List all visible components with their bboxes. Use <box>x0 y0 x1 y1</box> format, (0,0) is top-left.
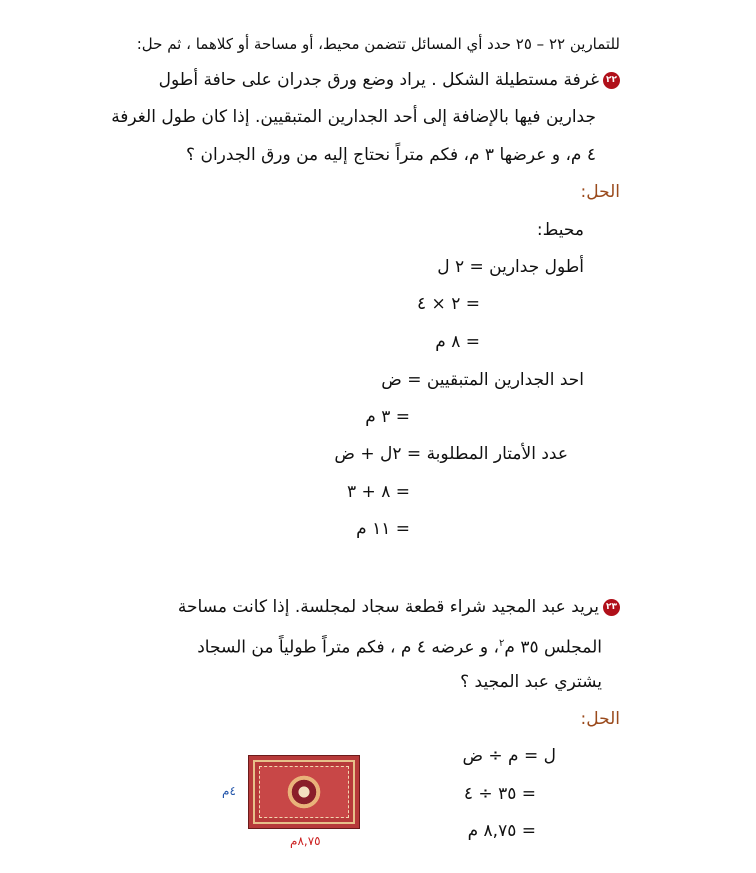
superscript: ٢ <box>499 638 505 649</box>
problem-23-line-1 <box>178 595 620 619</box>
solution-label-22: الحل: <box>580 182 620 202</box>
solution-step: محيط: <box>536 220 584 240</box>
solution-step: = ٨ + ٣ <box>347 482 410 502</box>
carpet-medallion <box>285 773 323 811</box>
problem-22-text-1: غرفة مستطيلة الشكل . يراد وضع ورق جدران على حافة أطول <box>158 70 599 90</box>
problem-number-badge: ٢٢ <box>603 72 620 89</box>
problem-23-line-2 <box>197 632 602 660</box>
problem-23-line-3: يشتري عبد المجيد ؟ <box>460 672 602 692</box>
problem-22-line-2: جدارين فيها بالإضافة إلى أحد الجدارين المتبقيين. إذا كان طول الغرفة <box>111 107 596 127</box>
solution-step: أطول جدارين = ٢ ل <box>437 257 584 277</box>
carpet-image <box>248 755 360 829</box>
solution-step: = ٨ م <box>435 332 480 352</box>
carpet-width-label: ٤م <box>222 784 236 798</box>
problem-number-badge: ٢٣ <box>603 599 620 616</box>
problem-23-text-2a: المجلس ٣٥ م <box>504 637 602 658</box>
problem-22-line-3: ٤ م، و عرضها ٣ م، فكم متراً نحتاج إليه من ورق الجدران ؟ <box>186 145 596 165</box>
solution-step: احد الجدارين المتبقيين = ض <box>381 370 584 390</box>
problem-23-text-2b: ، و عرضه ٤ م ، فكم متراً طولياً من السجاد <box>197 637 499 658</box>
solution-step: ل = م ÷ ض <box>462 746 556 766</box>
solution-step: = ٣ م <box>365 407 410 427</box>
solution-step: = ٨,٧٥ م <box>467 821 536 841</box>
problem-22-line-1 <box>159 68 620 92</box>
solution-label-23: الحل: <box>580 709 620 729</box>
solution-step: عدد الأمتار المطلوبة = ٢ل + ض <box>334 444 568 464</box>
exercise-instructions: للتمارين ٢٢ – ٢٥ حدد أي المسائل تتضمن محيط، أو مساحة أو كلاهما ، ثم حل: <box>136 35 620 53</box>
solution-step: = ٣٥ ÷ ٤ <box>463 784 536 804</box>
solution-step: = ٢ × ٤ <box>417 294 480 314</box>
problem-23-text-1: يريد عبد المجيد شراء قطعة سجاد لمجلسة. إذا كانت مساحة <box>177 597 599 617</box>
carpet-length-label: ٨,٧٥م <box>290 834 321 848</box>
solution-step: = ١١ م <box>356 519 410 539</box>
